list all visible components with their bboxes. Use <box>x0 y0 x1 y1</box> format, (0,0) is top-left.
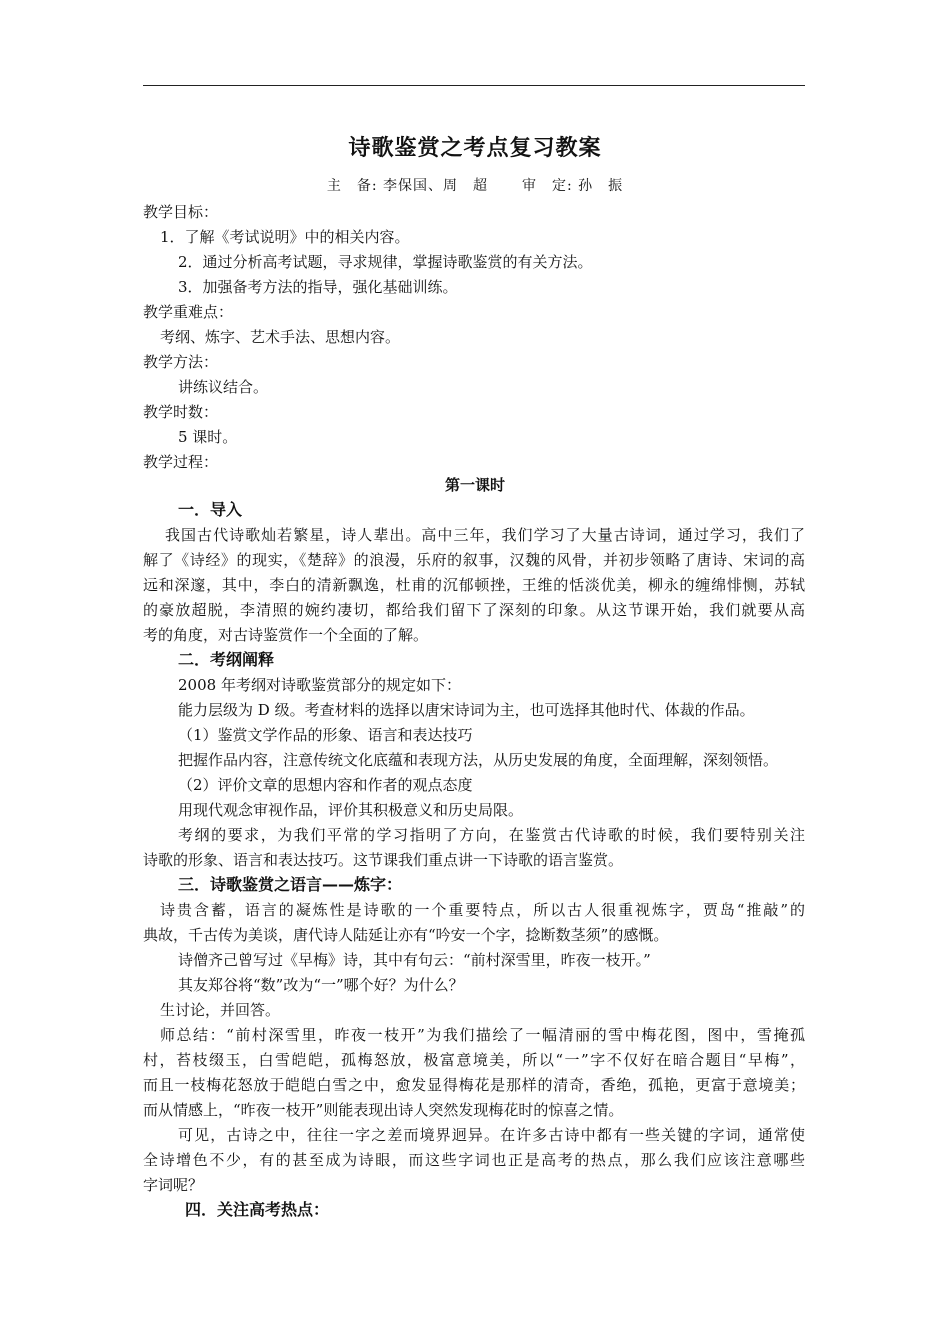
method-heading: 教学方法： <box>143 353 219 371</box>
section-heading: 四．关注高考热点： <box>185 1200 330 1219</box>
teaching-goals-heading: 教学目标： <box>143 203 219 221</box>
key-points-text: 考纲、炼字、艺术手法、思想内容。 <box>160 328 401 346</box>
hours-text: 5 课时。 <box>178 428 238 446</box>
paragraph-line: 诗歌的形象、语言和表达技巧。这节课我们重点讲一下诗歌的语言鉴赏。 <box>143 851 624 869</box>
paragraph-line: 师总结：“前村深雪里，昨夜一枝开”为我们描绘了一幅清丽的雪中梅花图，图中，雪掩孤 <box>160 1026 805 1044</box>
goal-item: 2．通过分析高考试题，寻求规律，掌握诗歌鉴赏的有关方法。 <box>178 253 593 271</box>
paragraph-line: （2）评价文章的思想内容和作者的观点态度 <box>178 776 473 794</box>
header-rule <box>143 85 805 86</box>
paragraph-line: 我国古代诗歌灿若繁星，诗人辈出。高中三年，我们学习了大量古诗词，通过学习，我们了 <box>165 526 805 544</box>
goal-item: 3．加强备考方法的指导，强化基础训练。 <box>178 278 458 296</box>
paragraph-line: 可见，古诗之中，往往一字之差而境界迥异。在许多古诗中都有一些关键的字词，通常使 <box>178 1126 805 1144</box>
paragraph-line: 生讨论，并回答。 <box>160 1001 281 1019</box>
paragraph-line: 解了《诗经》的现实，《楚辞》的浪漫，乐府的叙事，汉魏的风骨，并初步领略了唐诗、宋词的高 <box>143 551 805 569</box>
reviewer-label: 审 定: 孙 振 <box>522 178 624 194</box>
paragraph-line: 考的角度，对古诗鉴赏作一个全面的了解。 <box>143 626 429 644</box>
paragraph-line: 典故，千古传为美谈，唐代诗人陆延让亦有“吟安一个字，捻断数茎须”的感慨。 <box>143 926 669 944</box>
paragraph-line: 村，苔枝缀玉，白雪皑皑，孤梅怒放，极富意境美，所以“一”字不仅好在暗合题目“早梅”， <box>143 1051 805 1069</box>
paragraph-line: 而且一枝梅花怒放于皑皑白雪之中，愈发显得梅花是那样的清奇，香绝，孤艳，更富于意境美； <box>143 1076 805 1094</box>
paragraph-line: 其友郑谷将“数”改为“一”哪个好？为什么？ <box>178 976 464 994</box>
paragraph-line: 字词呢？ <box>143 1176 204 1194</box>
method-text: 讲练议结合。 <box>178 378 269 396</box>
goal-item: 1．了解《考试说明》中的相关内容。 <box>160 228 410 246</box>
paragraph-line: 全诗增色不少，有的甚至成为诗眼，而这些字词也正是高考的热点，那么我们应该注意哪些 <box>143 1151 805 1169</box>
paragraph-line: 远和深邃，其中，李白的清新飘逸，杜甫的沉郁顿挫，王维的恬淡优美，柳永的缠绵悱恻，苏轼 <box>143 576 805 594</box>
key-points-heading: 教学重难点： <box>143 303 234 321</box>
section-heading: 二．考纲阐释 <box>178 650 275 669</box>
paragraph-line: （1）鉴赏文学作品的形象、语言和表达技巧 <box>178 726 473 744</box>
paragraph-line: 把握作品内容，注意传统文化底蕴和表现方法，从历史发展的角度，全面理解，深刻领悟。 <box>178 751 779 769</box>
process-heading: 教学过程： <box>143 453 219 471</box>
paragraph-line: 而从情感上，“昨夜一枝开”则能表现出诗人突然发现梅花时的惊喜之情。 <box>143 1101 624 1119</box>
compiler-label: 主 备: 李保国、周 超 <box>326 178 488 194</box>
lesson-title: 第一课时 <box>444 476 505 494</box>
paragraph-line: 2008 年考纲对诗歌鉴赏部分的规定如下： <box>178 676 461 694</box>
section-heading: 三．诗歌鉴赏之语言——炼字： <box>178 875 403 894</box>
paragraph-line: 的豪放超脱，李清照的婉约凄切，都给我们留下了深刻的印象。从这节课开始，我们就要从高 <box>143 601 805 619</box>
paragraph-line: 能力层级为 D 级。考查材料的选择以唐宋诗词为主，也可选择其他时代、体裁的作品。 <box>178 701 755 719</box>
paragraph-line: 诗僧齐己曾写过《早梅》诗，其中有句云：“前村深雪里，昨夜一枝开。” <box>178 951 651 969</box>
hours-heading: 教学时数： <box>143 403 219 421</box>
document-title: 诗歌鉴赏之考点复习教案 <box>348 136 602 161</box>
paragraph-line: 用现代观念审视作品，评价其积极意义和历史局限。 <box>178 801 524 819</box>
section-heading: 一．导入 <box>178 500 243 519</box>
paragraph-line: 诗贵含蓄，语言的凝炼性是诗歌的一个重要特点，所以古人很重视炼字，贾岛“推敲”的 <box>160 901 805 919</box>
author-line <box>0 175 950 197</box>
paragraph-line: 考纲的要求，为我们平常的学习指明了方向，在鉴赏古代诗歌的时候，我们要特别关注 <box>178 826 805 844</box>
